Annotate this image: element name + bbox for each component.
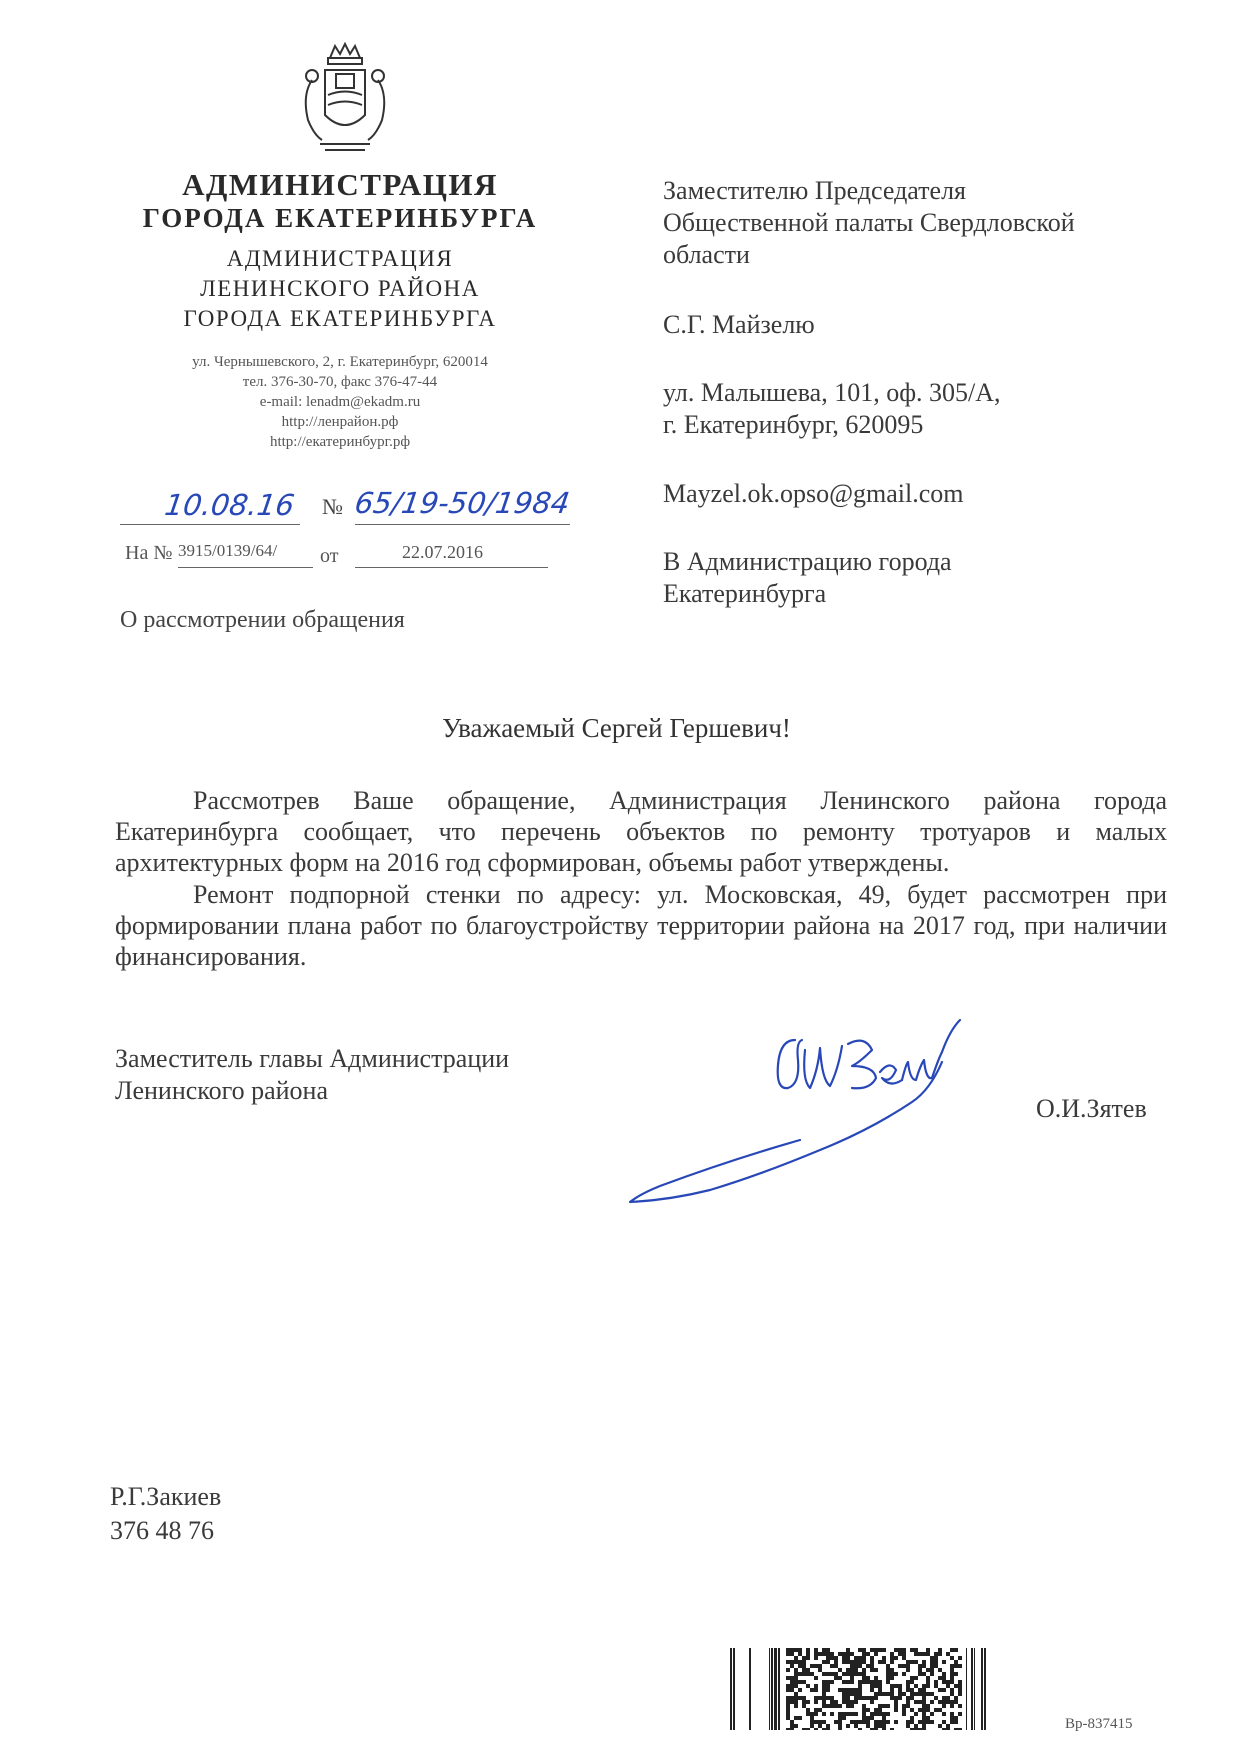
executor-block — [110, 1480, 221, 1548]
letter-subject: О рассмотрении обращения — [120, 607, 405, 633]
addressee-address-line2: г. Екатеринбург, 620095 — [663, 410, 924, 439]
suborg-line3: ГОРОДА ЕКАТЕРИНБУРГА — [183, 306, 497, 331]
date-underline — [120, 524, 300, 525]
salutation: Уважаемый Сергей Гершевич! — [442, 713, 791, 743]
contact-phone: тел. 376-30-70, факс 376-47-44 — [242, 374, 438, 390]
suborg-line1: АДМИНИСТРАЦИЯ — [226, 246, 454, 271]
registration-number: 65/19-50/1984 — [352, 486, 572, 520]
copy-recipient-line1: В Администрацию города — [663, 547, 952, 576]
ref-date-underline — [355, 567, 548, 568]
barcode-number: Вр-837415 — [1065, 1716, 1133, 1732]
org-title: АДМИНИСТРАЦИЯ — [182, 167, 498, 202]
signatory-name: О.И.Зятев — [1036, 1094, 1147, 1123]
addressee-name: С.Г. Майзелю — [663, 310, 815, 339]
barcode-icon — [730, 1648, 990, 1730]
reference-label: На № — [125, 542, 173, 564]
addressee-address-line1: ул. Малышева, 101, оф. 305/А, — [663, 378, 1001, 407]
reference-date: 22.07.2016 — [402, 542, 483, 562]
city-coat-of-arms-icon — [290, 40, 400, 160]
org-contacts — [100, 352, 580, 452]
executor-phone: 376 48 76 — [110, 1516, 214, 1545]
addressee-email: Mayzel.ok.opso@gmail.com — [663, 479, 964, 508]
addressee-title-line2: Общественной палаты Свердловской — [663, 208, 1075, 237]
suborg-line2: ЛЕНИНСКОГО РАЙОНА — [200, 276, 480, 301]
number-underline — [355, 524, 570, 525]
org-city: ГОРОДА ЕКАТЕРИНБУРГА — [142, 203, 538, 233]
handwritten-signature — [590, 1010, 1010, 1240]
contact-address: ул. Чернышевского, 2, г. Екатеринбург, 620014 — [192, 354, 488, 370]
addressee-title-line1: Заместителю Председателя — [663, 176, 967, 205]
addressee-title-line3: области — [663, 240, 750, 269]
signatory-position — [115, 1043, 509, 1107]
ref-number-underline — [178, 567, 313, 568]
signatory-position-line1: Заместитель главы Администрации — [115, 1044, 510, 1073]
registration-number-label: № — [322, 494, 343, 519]
reference-number: 3915/0139/64/ — [178, 541, 278, 560]
reference-from-label: от — [320, 545, 339, 567]
contact-email: e-mail: lenadm@ekadm.ru — [259, 394, 421, 410]
body-paragraph-1: Рассмотрев Ваше обращение, Администрация Ленинского района города Екатеринбурга сообщает, что перечень объектов по ремонту тротуаров и малых архитектурных форм на 2016 год сформирован, объемы работ утверждены. — [115, 786, 1167, 877]
copy-recipient-line2: Екатеринбурга — [663, 579, 827, 608]
registration-date: 10.08.16 — [162, 488, 297, 522]
body-paragraph-2: Ремонт подпорной стенки по адресу: ул. Московская, 49, будет рассмотрен при формировании плана работ по благоустройству территории района на 2017 год, при наличии финансирования. — [115, 880, 1167, 971]
signatory-position-line2: Ленинского района — [115, 1076, 329, 1105]
contact-site-city: http://екатеринбург.рф — [269, 434, 411, 450]
contact-site-district: http://ленрайон.рф — [281, 414, 399, 430]
executor-name: Р.Г.Закиев — [110, 1482, 222, 1511]
